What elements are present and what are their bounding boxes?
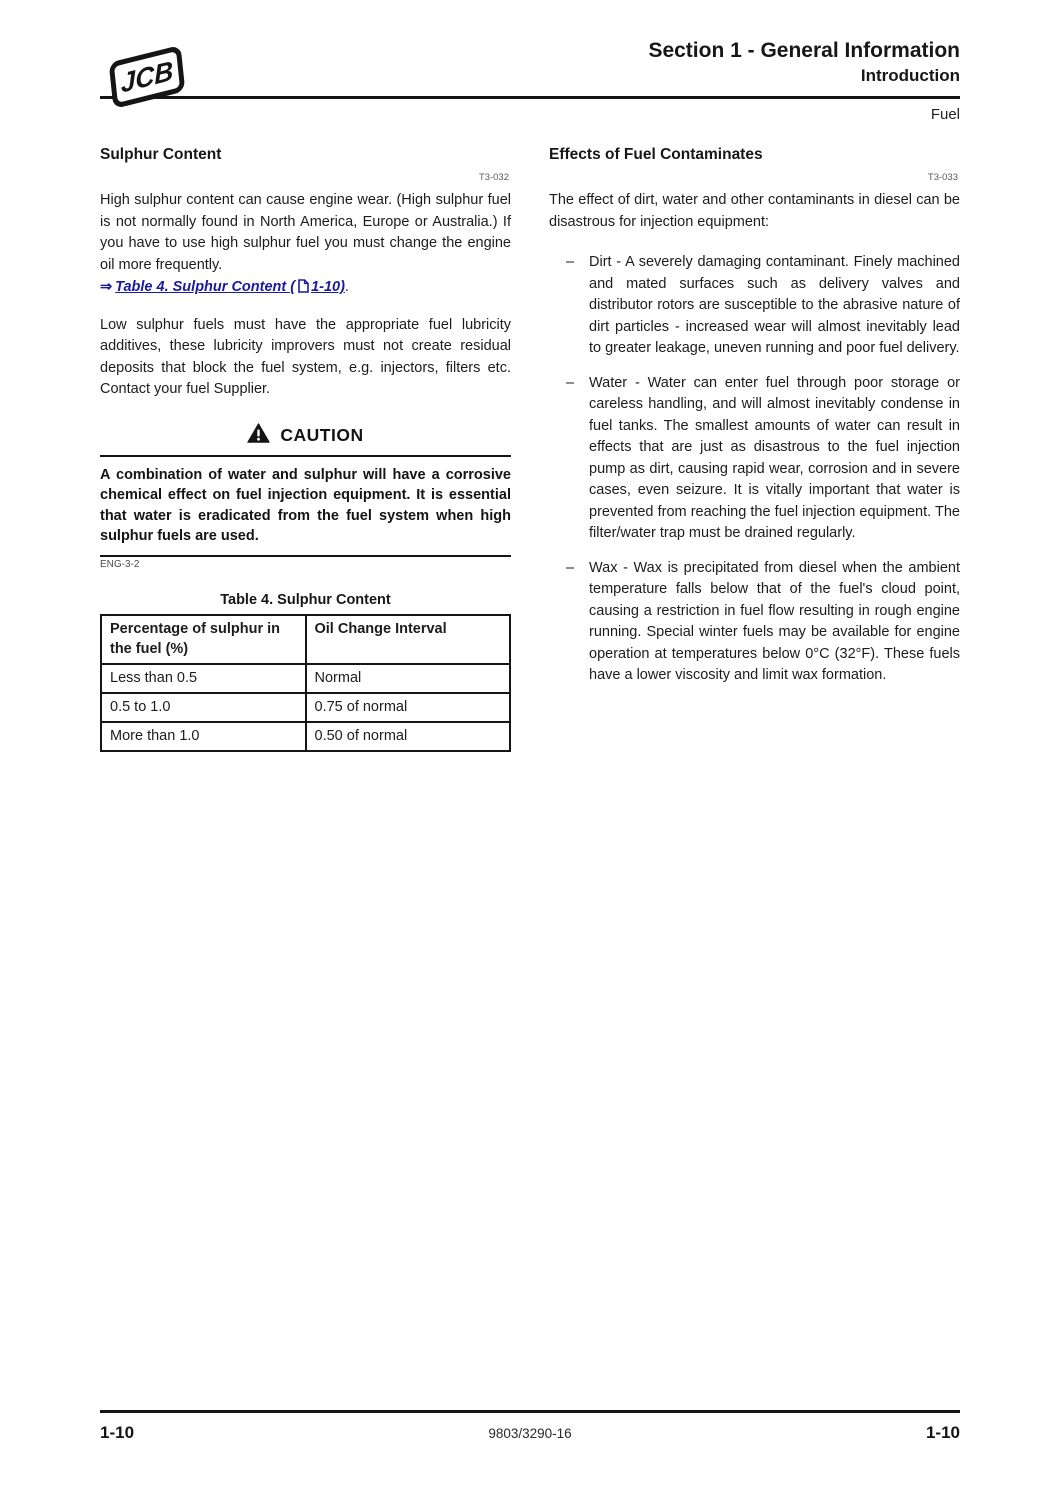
list-item-text: Water - Water can enter fuel through poor storage or careless handling, and will almost inevitably condense in fuel tanks. The smallest amounts of water can result in effects that are just as disastrous to the fuel injection pump as dirt, causing rapid wear, corrosion and in severe cases, even seizure. It is vitally important that water is prevented from reaching the fuel injection equipment. The filter/water trap must be drained regularly.: [589, 374, 960, 541]
list-item-water: [549, 373, 960, 545]
table-cell: Less than 0.5: [101, 664, 306, 693]
section-subtitle: Introduction: [860, 66, 960, 85]
caution-block: [100, 423, 511, 570]
table-4-link-text: Table 4. Sulphur Content (: [115, 279, 296, 295]
caution-code: ENG-3-2: [100, 558, 140, 570]
jcb-logo: [102, 46, 202, 116]
caution-divider-top: [100, 455, 511, 457]
table-header-oil-change-interval: Oil Change Interval: [306, 615, 511, 664]
table-cell: More than 1.0: [101, 722, 306, 751]
table-row: [101, 693, 510, 722]
caution-heading: [100, 423, 511, 448]
page-number-right: 1-10: [925, 1423, 960, 1442]
table-header-row: [101, 615, 510, 664]
dash-bullet: –: [566, 374, 575, 391]
topic-code-right: T3-033: [927, 172, 958, 183]
page-header: [100, 38, 960, 123]
table-4-link[interactable]: [100, 279, 345, 295]
table-4-caption: Table 4. Sulphur Content: [220, 591, 391, 608]
jcb-logo-outline: [109, 45, 186, 109]
contaminants-list: [549, 252, 960, 687]
jcb-logo-text: JCB: [120, 54, 174, 99]
left-column: [100, 146, 511, 752]
list-item-text: Dirt - A severely damaging contaminant. Finely machined and mated surfaces such as delivery valves and distributor rotors are susceptible to the abrasive nature of dirt particles - increased wear will almost inevitably lead to greater leakage, uneven running and poor fuel delivery.: [589, 254, 960, 356]
dash-bullet: –: [566, 254, 575, 270]
document-page-icon: [298, 279, 309, 301]
table-header-sulphur-percentage: Percentage of sulphur in the fuel (%): [101, 615, 306, 664]
arrow-right-icon: ⇒: [100, 279, 113, 295]
sulphur-content-table: [100, 614, 511, 752]
contaminates-intro: The effect of dirt, water and other contaminants in diesel can be disastrous for injection equipment:: [549, 192, 960, 230]
topic-code-left: T3-032: [478, 172, 509, 183]
list-item-wax: [549, 558, 960, 687]
caution-label: CAUTION: [280, 424, 364, 445]
page-number-left: 1-10: [100, 1423, 135, 1442]
table-cell: 0.75 of normal: [306, 693, 511, 722]
fuel-contaminates-heading: Effects of Fuel Contaminates: [549, 146, 763, 163]
dash-bullet: –: [566, 559, 575, 576]
right-column: [549, 146, 960, 752]
topic-label: Fuel: [930, 106, 960, 123]
link-period: .: [344, 279, 349, 295]
sulphur-paragraph-1: High sulphur content can cause engine wear. (High sulphur fuel is not normally found in North America, Europe or Australia.) If you have to use high sulphur fuel you must change the engine oil more frequently.: [100, 192, 511, 273]
sulphur-content-heading: Sulphur Content: [100, 146, 222, 163]
list-item-text: Wax - Wax is precipitated from diesel when the ambient temperature falls below that of the fuel's cloud point, causing a restriction in fuel flow resulting in rough engine running. Special winter fuels may be available for engine operation at temperatures below 0°C (32°F). These fuels have a lower viscosity and limit wax formation.: [589, 559, 960, 683]
table-cell: Normal: [306, 664, 511, 693]
list-item-dirt: [549, 252, 960, 360]
document-number: 9803/3290-16: [488, 1426, 572, 1441]
header-titles: [100, 38, 960, 88]
sulphur-paragraph-2: Low sulphur fuels must have the appropriate fuel lubricity additives, these lubricity improvers must not create residual deposits that block the fuel system, e.g. injectors, filters etc. Contact your fuel Supplier.: [100, 316, 511, 397]
caution-divider-bottom: [100, 555, 511, 557]
section-title: Section 1 - General Information: [648, 39, 960, 62]
page-footer: [100, 1410, 960, 1443]
table-cell: 0.5 to 1.0: [101, 693, 306, 722]
table-4-link-pageref: 1-10): [311, 279, 345, 295]
warning-triangle-icon: [247, 423, 270, 448]
table-row: [101, 664, 510, 693]
table-cell: 0.50 of normal: [306, 722, 511, 751]
content-area: [100, 146, 960, 752]
header-divider: [100, 96, 960, 99]
table-reference-line: [100, 277, 511, 301]
table-row: [101, 722, 510, 751]
caution-text: A combination of water and sulphur will have a corrosive chemical effect on fuel injection equipment. It is essential that water is eradicated from the fuel system when high sulphur fuels are used.: [100, 466, 511, 544]
